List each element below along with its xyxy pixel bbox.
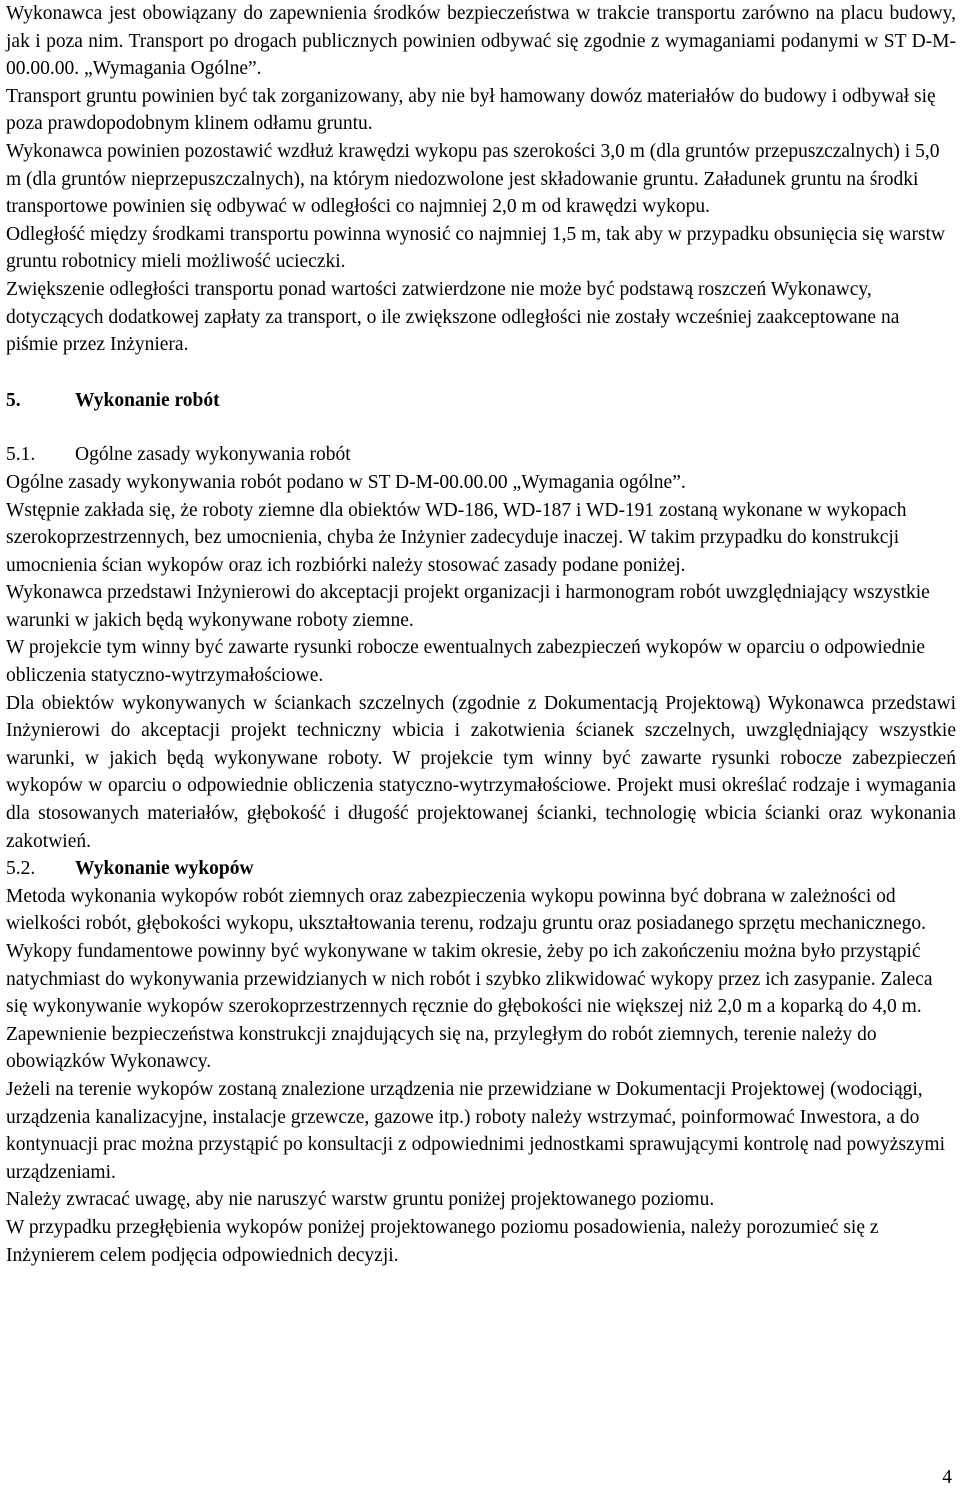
- general-rules-section: [6, 469, 956, 855]
- paragraph: Zwiększenie odległości transportu ponad wartości zatwierdzone nie może być podstawą roszczeń Wykonawcy, dotyczących dodatkowej zapłaty za transport, o ile zwiększone odległości nie zostały wcześniej zaakceptowane na piśmie przez Inżyniera.: [6, 278, 900, 356]
- paragraph: Dla obiektów wykonywanych w ściankach szczelnych (zgodnie z Dokumentacją Projektową) Wykonawca przedstawi Inżynierowi do akceptacji projekt techniczny wbicia i zakotwienia ścianek szczelnych, uwzględniający wszystkie warunki, w jakich będą wykonywane roboty. W projekcie tym winny być zawarte rysunki robocze zabezpieczeń wykopów w oparciu o odpowiednie obliczenia statyczno-wytrzymałościowe. Projekt musi określać rodzaje i wymagania dla stosowanych materiałów, głębokość i długość projektowanej ścianki, technologię wbicia ścianki oraz wykonania zakotwień.: [6, 692, 956, 852]
- paragraph: Wykonawca powinien pozostawić wzdłuż krawędzi wykopu pas szerokości 3,0 m (dla gruntów przepuszczalnych) i 5,0 m (dla gruntów nieprzepuszczalnych), na którym niedozwolone jest składowanie gruntu. Załadunek gruntu na środki transportowe powinien się odbywać w odległości co najmniej 2,0 m od krawędzi wykopu.: [6, 140, 940, 218]
- paragraph: Wykonawca jest obowiązany do zapewnienia środków bezpieczeństwa w trakcie transportu zarówno na placu budowy, jak i poza nim. Transport po drogach publicznych powinien odbywać się zgodnie z wymaganiami podanymi w ST D-M-00.00.00. „Wymagania Ogólne”.: [6, 3, 956, 80]
- section-title: Wykonanie wykopów: [75, 858, 254, 880]
- section-number: 5.2.: [6, 858, 36, 880]
- section-heading-5-2: [6, 855, 956, 883]
- paragraph: Ogólne zasady wykonywania robót podano w ST D-M-00.00.00 „Wymagania ogólne”.: [6, 471, 686, 493]
- paragraph: W przypadku przegłębienia wykopów poniżej projektowanego poziomu posadowienia, należy porozumieć się z Inżynierem celem podjęcia odpowiednich decyzji.: [6, 1216, 879, 1266]
- section-heading-5-1: [6, 441, 956, 469]
- paragraph: Odległość między środkami transportu powinna wynosić co najmniej 1,5 m, tak aby w przypadku obsunięcia się warstw gruntu robotnicy mieli możliwość ucieczki.: [6, 223, 946, 273]
- section-number: 5.1.: [6, 444, 36, 466]
- excavation-section: [6, 883, 956, 1269]
- paragraph: Jeżeli na terenie wykopów zostaną znalezione urządzenia nie przewidziane w Dokumentacji Projektowej (wodociągi, urządzenia kanalizacyjne, instalacje grzewcze, gazowe itp.) roboty należy wstrzymać, poinformować Inwestora, a do kontynuacji prac można przystąpić po konsultacji z odpowiednimi jednostkami sprawującymi kontrolę nad powyższymi urządzeniami.: [6, 1078, 946, 1183]
- document-page: [6, 0, 956, 1269]
- paragraph: Należy zwracać uwagę, aby nie naruszyć warstw gruntu poniżej projektowanego poziomu.: [6, 1189, 715, 1211]
- paragraph: W projekcie tym winny być zawarte rysunki robocze ewentualnych zabezpieczeń wykopów w oparciu o odpowiednie obliczenia statyczno-wytrzymałościowe.: [6, 637, 926, 687]
- paragraph: Wykonawca przedstawi Inżynierowi do akceptacji projekt organizacji i harmonogram robót uwzględniający wszystkie warunki w jakich będą wykonywane roboty ziemne.: [6, 582, 930, 631]
- section-title: Ogólne zasady wykonywania robót: [75, 444, 351, 466]
- paragraph: Zapewnienie bezpieczeństwa konstrukcji znajdujących się na, przyległym do robót ziemnych, terenie należy do obowiązków Wykonawcy.: [6, 1023, 877, 1073]
- transport-section: [6, 0, 956, 359]
- section-heading-5: [6, 387, 956, 415]
- paragraph: Wstępnie zakłada się, że roboty ziemne dla obiektów WD-186, WD-187 i WD-191 zostaną wykonane w wykopach szerokoprzestrzennych, bez umocnienia, chyba że Inżynier zadecyduje inaczej. W takim przypadku do konstrukcji umocnienia ścian wykopów oraz ich rozbiórki należy stosować zasady podane poniżej.: [6, 499, 907, 576]
- section-number: 5.: [6, 389, 21, 411]
- page-number: 4: [942, 1467, 952, 1488]
- paragraph: Metoda wykonania wykopów robót ziemnych oraz zabezpieczenia wykopu powinna być dobrana w zależności od wielkości robót, głębokości wykopu, ukształtowania terenu, rodzaju gruntu oraz posiadanego sprzętu mechanicznego. Wykopy fundamentowe powinny być wykonywane w takim okresie, żeby po ich zakończeniu można było przystąpić natychmiast do wykonywania przewidzianych w nich robót i szybko zlikwidować wykopy przez ich zasypanie. Zaleca się wykonywanie wykopów szerokoprzestrzennych ręcznie do głębokości nie większej niż 2,0 m a koparką do 4,0 m.: [6, 885, 933, 1018]
- paragraph: Transport gruntu powinien być tak zorganizowany, aby nie był hamowany dowóz materiałów do budowy i odbywał się poza prawdopodobnym klinem odłamu gruntu.: [6, 85, 936, 135]
- section-title: Wykonanie robót: [75, 389, 220, 411]
